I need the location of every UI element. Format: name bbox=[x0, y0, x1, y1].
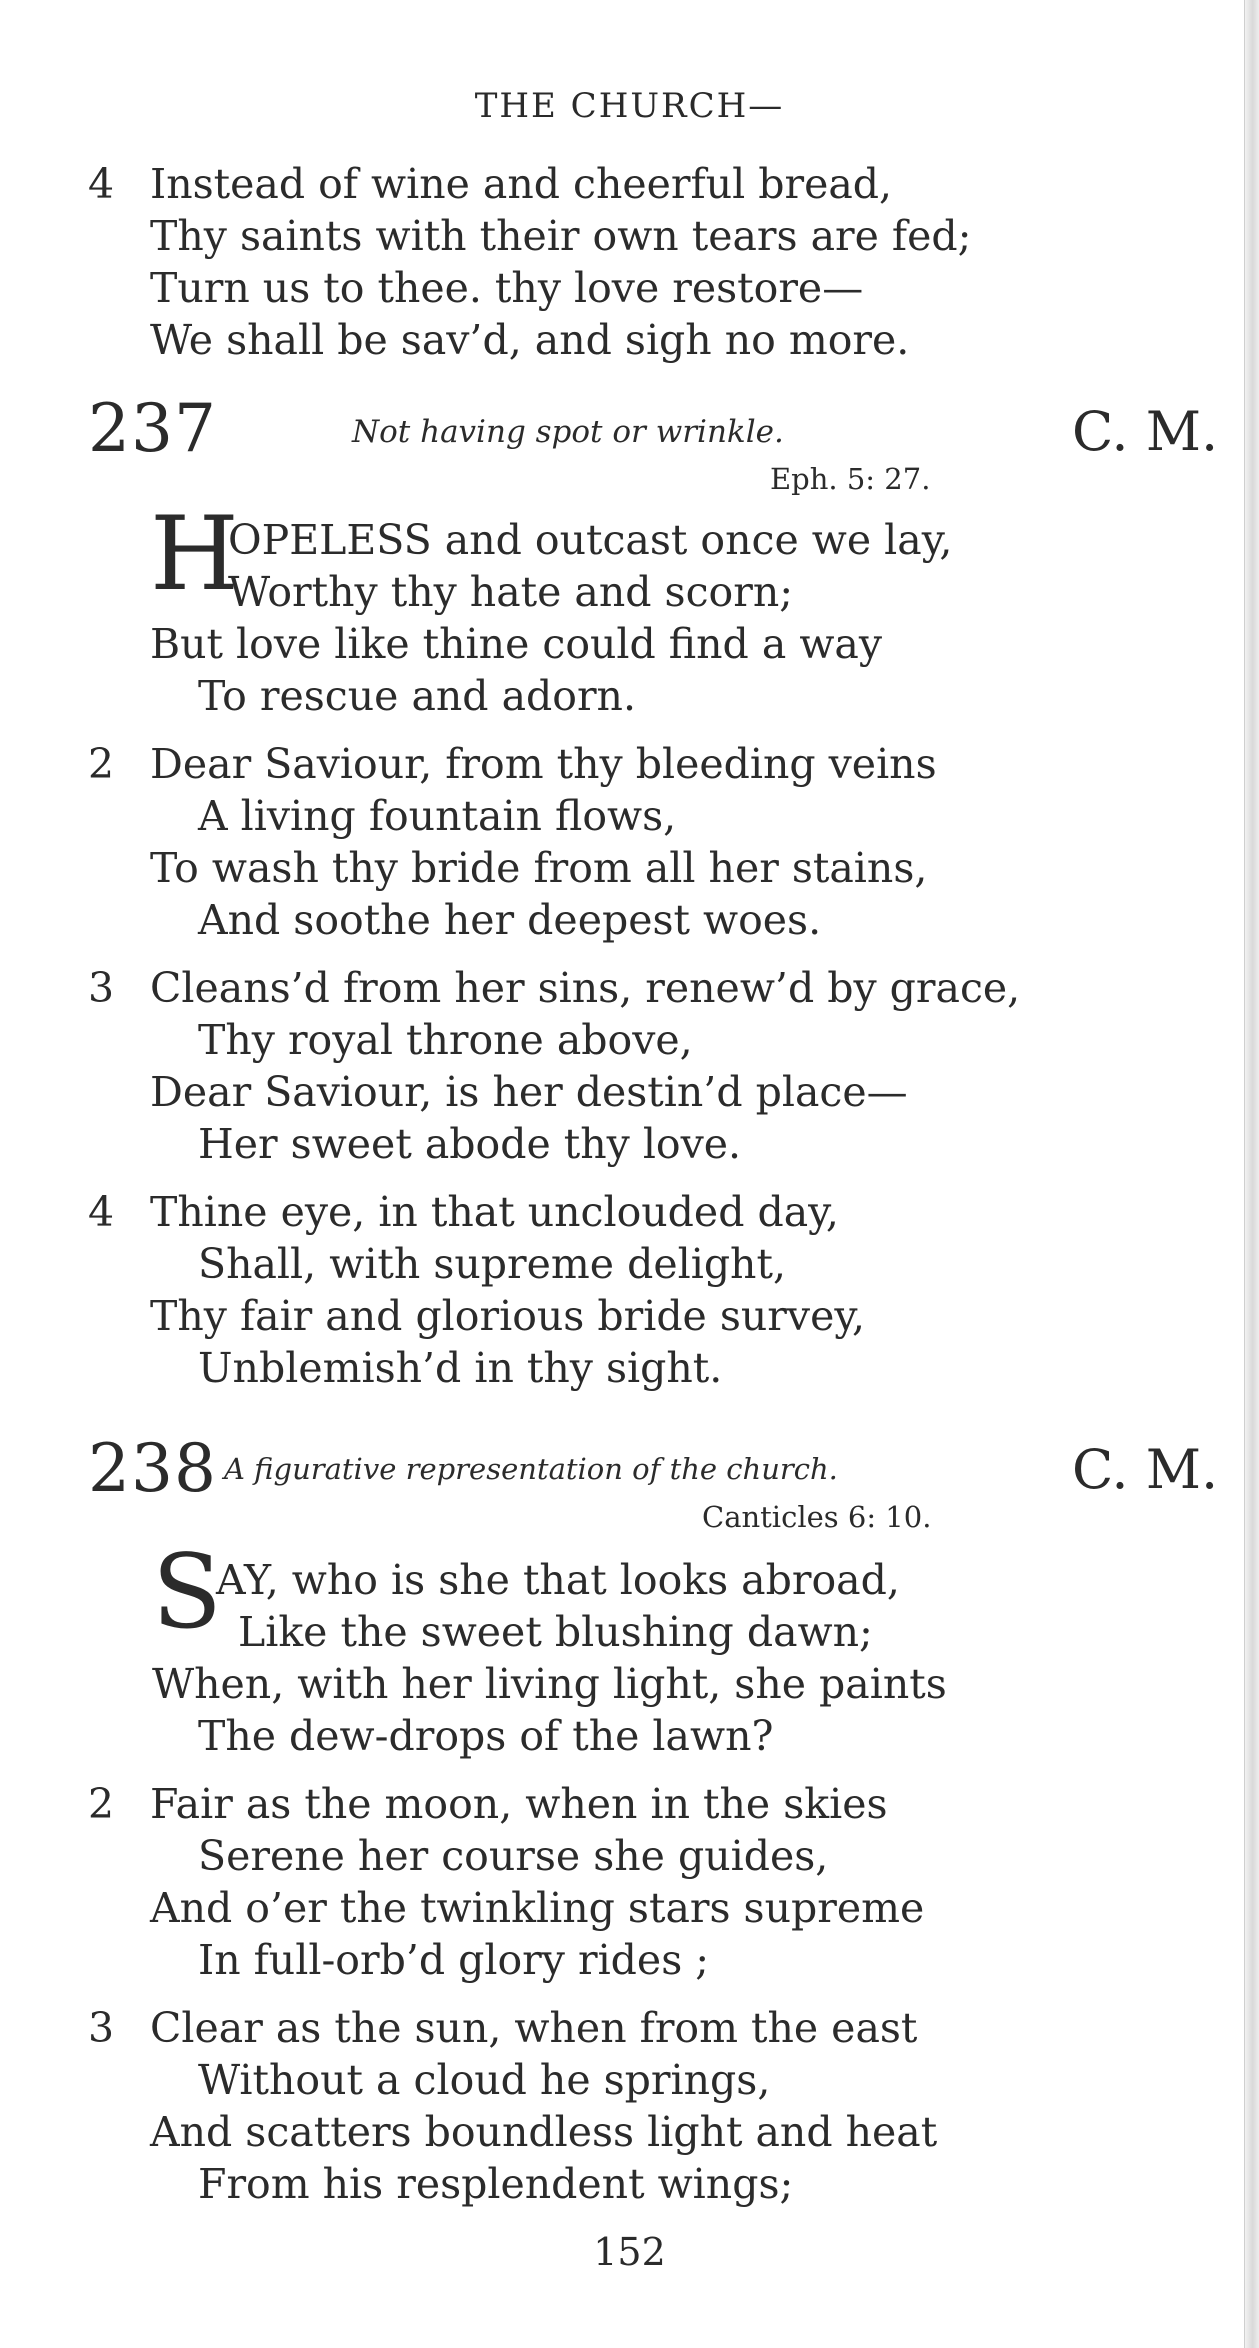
verse-line: And o’er the twinkling stars supreme bbox=[150, 1884, 925, 1932]
verse-line: To wash thy bride from all her stains, bbox=[150, 844, 928, 892]
verse-line: Dear Saviour, from thy bleeding veins bbox=[150, 740, 937, 788]
scripture-reference: Eph. 5: 27. bbox=[770, 462, 931, 496]
verse-number: 3 bbox=[88, 2004, 115, 2052]
running-head: THE CHURCH— bbox=[474, 86, 785, 126]
verse-line: In full-orb’d glory rides ; bbox=[198, 1936, 710, 1984]
verse-line: OPELESS and outcast once we lay, bbox=[228, 516, 953, 564]
verse-line: The dew-drops of the lawn? bbox=[198, 1712, 774, 1760]
verse-line: To rescue and adorn. bbox=[198, 672, 636, 720]
verse-line: Shall, with supreme delight, bbox=[198, 1240, 786, 1288]
verse-line: Clear as the sun, when from the east bbox=[150, 2004, 918, 2052]
hymn-title: A figurative representation of the church. bbox=[224, 1452, 838, 1486]
verse-line: Like the sweet blushing dawn; bbox=[238, 1608, 873, 1656]
verse-number: 2 bbox=[88, 740, 115, 788]
verse-number: 4 bbox=[88, 1188, 115, 1236]
hymn-title: Not having spot or wrinkle. bbox=[352, 414, 784, 450]
verse-line: Her sweet abode thy love. bbox=[198, 1120, 742, 1168]
verse-line: Without a cloud he springs, bbox=[198, 2056, 771, 2104]
verse-line: A living fountain flows, bbox=[198, 792, 677, 840]
verse-line: Thy royal throne above, bbox=[198, 1016, 693, 1064]
page-number: 152 bbox=[593, 2230, 666, 2274]
verse-number: 2 bbox=[88, 1780, 115, 1828]
verse-number: 3 bbox=[88, 964, 115, 1012]
hymn-meter: C. M. bbox=[1072, 1438, 1219, 1501]
verse-line: AY, who is she that looks abroad, bbox=[216, 1556, 900, 1604]
verse-line: Thine eye, in that unclouded day, bbox=[150, 1188, 839, 1236]
verse-line: Turn us to thee. thy love restore— bbox=[150, 264, 864, 312]
verse-line: And soothe her deepest woes. bbox=[198, 896, 822, 944]
verse-line: Serene her course she guides, bbox=[198, 1832, 829, 1880]
verse-line: And scatters boundless light and heat bbox=[150, 2108, 938, 2156]
verse-line: Fair as the moon, when in the skies bbox=[150, 1780, 888, 1828]
page-edge bbox=[1245, 0, 1259, 2348]
scripture-reference: Canticles 6: 10. bbox=[702, 1500, 932, 1534]
verse-line: Thy fair and glorious bride survey, bbox=[150, 1292, 866, 1340]
verse-line: When, with her living light, she paints bbox=[152, 1660, 947, 1708]
hymn-number: 238 bbox=[88, 1430, 217, 1507]
hymn-number: 237 bbox=[88, 390, 217, 467]
verse-line: Instead of wine and cheerful bread, bbox=[150, 160, 893, 208]
verse-line: Unblemish’d in thy sight. bbox=[198, 1344, 723, 1392]
verse-line: But love like thine could find a way bbox=[150, 620, 883, 668]
verse-line: We shall be sav’d, and sigh no more. bbox=[150, 316, 910, 364]
hymn-meter: C. M. bbox=[1072, 400, 1219, 463]
verse-line: From his resplendent wings; bbox=[198, 2160, 794, 2208]
verse-line: Dear Saviour, is her destin’d place— bbox=[150, 1068, 908, 1116]
verse-line: Thy saints with their own tears are fed; bbox=[150, 212, 972, 260]
verse-line: Worthy thy hate and scorn; bbox=[228, 568, 794, 616]
verse-line: Cleans’d from her sins, renew’d by grace, bbox=[150, 964, 1021, 1012]
drop-cap: S bbox=[152, 1533, 222, 1652]
verse-number: 4 bbox=[88, 160, 115, 208]
drop-cap: H bbox=[150, 495, 239, 614]
